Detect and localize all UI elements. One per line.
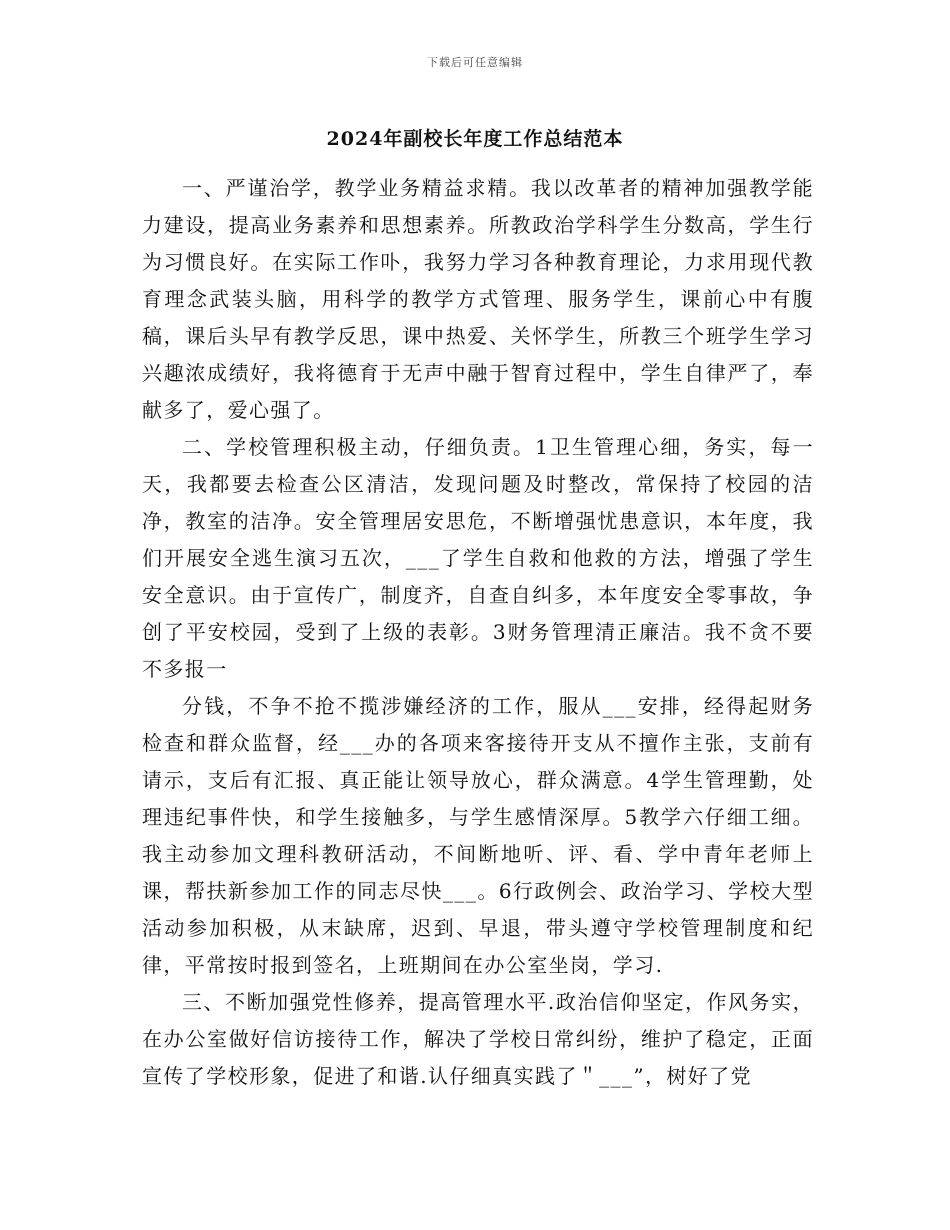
document-body xyxy=(142,170,814,1095)
paragraph-1: 一、严谨治学，教学业务精益求精。我以改革者的精神加强教学能力建设，提高业务素养和思想素养。所教政治学科学生分数高，学生行为习惯良好。在实际工作卟，我努力学习各种教育理论，力求用现代教育理念武装头脑，用科学的教学方式管理、服务学生，课前心中有腹稿，课后头早有教学反思，课中热爱、关怀学生，所教三个班学生学习兴趣浓成绩好，我将德育于无声中融于智育过程中，学生自律严了，奉献多了，爱心强了。 xyxy=(142,176,814,422)
paragraph-3: 分钱，不争不抢不揽涉嫌经济的工作，服从___安排，经得起财务检查和群众监督，经___办的各项来客接待开支从不擅作主张，支前有请示，支后有汇报、真正能让领导放心，群众满意。4学生管理勤，处理违纪事件快，和学生接触多，与学生感情深厚。5教学六仔细工细。我主动参加文理科教研活动，不间断地听、评、看、学中青年老师上课，帮扶新参加工作的同志尽快___。6行政例会、政治学习、学校大型活动参加积极，从末缺席，迟到、早退，带头遵守学校管理制度和纪律，平常按时报到签名，上班期间在办公室坐岗，学习. xyxy=(142,694,814,977)
paragraph-2: 二、学校管理积极主动，仔细负责。1卫生管理心细，务实，每一天，我都要去检查公区清洁，发现问题及时整改，常保持了校园的洁净，教室的洁净。安全管理居安思危，不断增强忧患意识，本年度，我们开展安全逃生演习五次，___了学生自救和他救的方法，增强了学生安全意识。由于宣传广，制度齐，自查自纠多，本年度安全零事故，争创了平安校园，受到了上级的表彰。3财务管理清正廉洁。我不贪不要不多报一 xyxy=(142,435,814,681)
paragraph-4: 三、不断加强党性修养，提高管理水平.政治信仰坚定，作风务实，在办公室做好信访接待工作，解决了学校日常纠纷，维护了稳定，正面宣传了学校形象，促进了和谐.认仔细真实践了＂___”，树好了党 xyxy=(142,990,814,1088)
header-note: 下载后可任意编辑 xyxy=(427,56,523,69)
page-title: 2024年副校长年度工作总结范本 xyxy=(326,128,624,150)
